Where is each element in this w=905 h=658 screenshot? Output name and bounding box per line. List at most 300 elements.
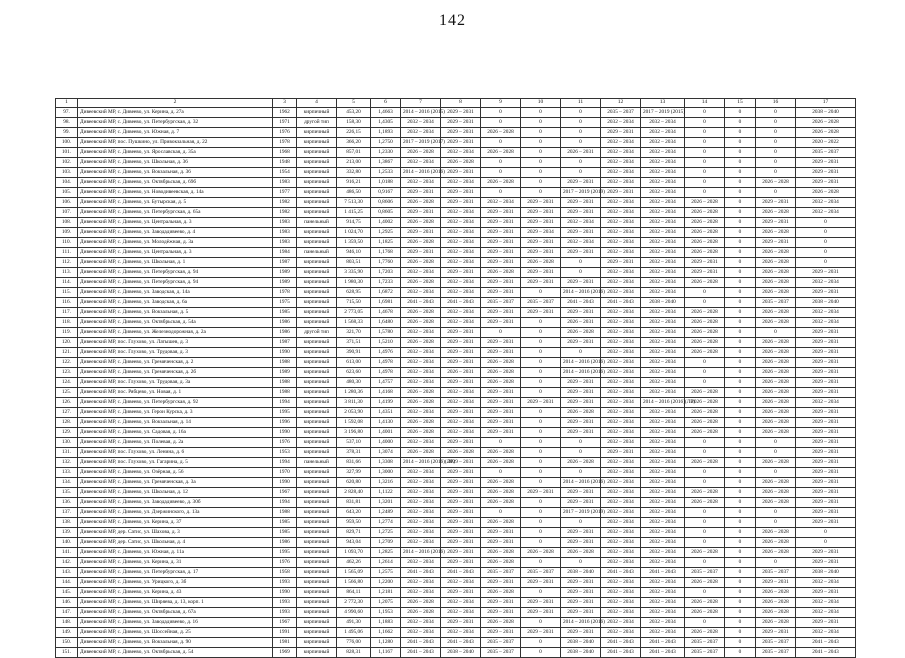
table-cell: 2029 – 2031 xyxy=(441,198,481,208)
table-cell: 2026 – 2031 xyxy=(441,368,481,378)
table-cell: 366,20 xyxy=(337,138,371,148)
table-cell: 0 xyxy=(725,148,756,158)
table-cell: 2041 – 2043 xyxy=(641,648,685,658)
table-cell: 327,99 xyxy=(337,468,371,478)
table-cell: 2026 – 2028 xyxy=(481,178,521,188)
address-cell: Дивеевский МР, с. Дивеево, ул. Керина, д. 31 xyxy=(78,558,273,568)
table-cell: 1967 xyxy=(273,488,297,498)
address-cell: Дивеевский МР, с. Дивеево, ул. Гремяченская, д. 2б xyxy=(78,368,273,378)
table-cell: 2020 – 2022 xyxy=(796,138,856,148)
table-cell: 1989 xyxy=(273,268,297,278)
table-cell: 0 xyxy=(756,148,796,158)
table-cell: 2029 – 2031 xyxy=(601,448,641,458)
table-cell: 0 xyxy=(725,608,756,618)
column-number-cell: 5 xyxy=(337,99,371,108)
table-cell: 1983 xyxy=(273,238,297,248)
column-number-cell: 14 xyxy=(685,99,725,108)
table-cell: 2029 – 2031 xyxy=(756,628,796,638)
table-cell: 2032 – 2034 xyxy=(601,628,641,638)
table-cell: кирпичный xyxy=(297,128,337,138)
table-cell: 2029 – 2031 xyxy=(756,578,796,588)
table-cell: 2032 – 2034 xyxy=(561,238,601,248)
table-cell: кирпичный xyxy=(297,598,337,608)
table-cell: 2032 – 2034 xyxy=(601,308,641,318)
table-cell: 1982 xyxy=(273,208,297,218)
table-cell: 0 xyxy=(521,128,561,138)
table-cell: 2029 – 2031 xyxy=(796,348,856,358)
table-cell: 2029 – 2031 xyxy=(561,178,601,188)
table-cell: 2032 – 2034 xyxy=(641,238,685,248)
table-cell: 2029 – 2031 xyxy=(401,248,441,258)
address-cell: Дивеевский МР, с. Дивеево, ул. Школьная, д. 36 xyxy=(78,158,273,168)
table-cell: 620,80 xyxy=(337,478,371,488)
table-cell: 2032 – 2034 xyxy=(641,128,685,138)
table-cell: 0 xyxy=(685,448,725,458)
table-cell: 0 xyxy=(756,138,796,148)
table-cell: 2026 – 2028 xyxy=(481,488,521,498)
table-cell: 0 xyxy=(685,618,725,628)
table-cell: 0 xyxy=(685,558,725,568)
table-cell: 1987 xyxy=(273,258,297,268)
table-cell: 1,1768 xyxy=(371,248,401,258)
table-cell: 371,51 xyxy=(337,338,371,348)
table-row xyxy=(56,348,856,358)
table-row xyxy=(56,578,856,588)
table-cell: 0 xyxy=(725,178,756,188)
table-cell: 0 xyxy=(725,208,756,218)
table-cell: 1,4002 xyxy=(371,218,401,228)
table-cell: панельный xyxy=(297,218,337,228)
table-cell: 2029 – 2031 xyxy=(441,458,481,468)
table-cell: 1990 xyxy=(273,478,297,488)
table-cell: кирпичный xyxy=(297,438,337,448)
table-cell: 0 xyxy=(725,158,756,168)
table-cell: 0 xyxy=(756,448,796,458)
table-cell: 0 xyxy=(725,198,756,208)
table-cell: 2029 – 2031 xyxy=(796,618,856,628)
table-cell: 0,8606 xyxy=(371,198,401,208)
table-cell: 2032 – 2034 xyxy=(601,318,641,328)
table-cell: 2029 – 2031 xyxy=(481,598,521,608)
table-cell: 2029 – 2031 xyxy=(796,488,856,498)
table-cell: 2029 – 2031 xyxy=(401,188,441,198)
address-cell: Дивеевский МР, с. Дивеево, ул. Молодёжная, д. 3а xyxy=(78,238,273,248)
table-cell: 2032 – 2034 xyxy=(401,628,441,638)
table-cell: 2026 – 2028 xyxy=(685,458,725,468)
row-number-cell: 141. xyxy=(56,548,78,558)
table-cell: 2029 – 2031 xyxy=(601,128,641,138)
table-row xyxy=(56,178,856,188)
table-cell: 1 280,36 xyxy=(337,388,371,398)
table-cell: 1,7233 xyxy=(371,278,401,288)
table-cell: 2029 – 2031 xyxy=(796,408,856,418)
table-cell: 0 xyxy=(725,388,756,398)
table-cell: 0 xyxy=(521,478,561,488)
table-cell: 1975 xyxy=(273,298,297,308)
table-cell: 2032 – 2034 xyxy=(641,558,685,568)
table-cell: 2032 – 2034 xyxy=(401,438,441,448)
table-cell: 2026 – 2028 xyxy=(481,148,521,158)
table-cell: 2026 – 2028 xyxy=(756,608,796,618)
table-cell: 2029 – 2031 xyxy=(601,258,641,268)
table-cell: 2029 – 2031 xyxy=(441,548,481,558)
table-cell: 2032 – 2034 xyxy=(441,598,481,608)
table-cell: 0 xyxy=(521,138,561,148)
address-cell: Дивеевский МР, с. Дивеево, ул. Вокзальная, д. 36 xyxy=(78,168,273,178)
table-row xyxy=(56,108,856,118)
table-cell: 0 xyxy=(521,168,561,178)
table-cell: 1995 xyxy=(273,548,297,558)
table-cell: 857,01 xyxy=(337,148,371,158)
table-cell: 0 xyxy=(685,188,725,198)
row-number-cell: 106. xyxy=(56,198,78,208)
table-cell: 1948 xyxy=(273,158,297,168)
column-number-cell: 13 xyxy=(641,99,685,108)
table-cell: 2032 – 2034 xyxy=(641,458,685,468)
row-number-cell: 114. xyxy=(56,278,78,288)
table-cell: кирпичный xyxy=(297,158,337,168)
table-cell: 2029 – 2031 xyxy=(561,628,601,638)
table-cell: 1985 xyxy=(273,518,297,528)
table-cell: 1971 xyxy=(273,118,297,128)
table-cell: 2032 – 2034 xyxy=(401,518,441,528)
table-cell: 0 xyxy=(685,108,725,118)
table-cell: 2029 – 2031 xyxy=(521,248,561,258)
table-cell: 2026 – 2028 xyxy=(401,278,441,288)
table-cell: 2029 – 2031 xyxy=(685,268,725,278)
table-cell: 2032 – 2034 xyxy=(641,148,685,158)
row-number-cell: 111. xyxy=(56,248,78,258)
table-cell: 2026 – 2028 xyxy=(756,248,796,258)
table-cell: 2026 – 2028 xyxy=(441,158,481,168)
table-cell: 1,5780 xyxy=(371,328,401,338)
table-cell: 715,50 xyxy=(337,298,371,308)
row-number-cell: 99. xyxy=(56,128,78,138)
table-cell: 2026 – 2028 xyxy=(756,178,796,188)
table-cell: кирпичный xyxy=(297,568,337,578)
table-cell: 0 xyxy=(481,168,521,178)
table-cell: 0 xyxy=(725,438,756,448)
address-cell: Дивеевский МР, с. Дивеево, ул. Октябрьская, д. 69б xyxy=(78,178,273,188)
table-cell: кирпичный xyxy=(297,378,337,388)
table-cell: 0 xyxy=(725,548,756,558)
table-cell: 1967 xyxy=(273,618,297,628)
table-cell: 2026 – 2028 xyxy=(756,258,796,268)
table-cell: 2026 – 2028 xyxy=(685,228,725,238)
table-cell: 0 xyxy=(521,368,561,378)
table-cell: 2014 – 2016 (2016) xyxy=(401,168,441,178)
address-cell: Дивеевский МР, с. Дивеево, ул. Ярославская, д. 35а xyxy=(78,148,273,158)
table-cell: 1991 xyxy=(273,628,297,638)
table-cell: 0 xyxy=(725,508,756,518)
table-cell: 1 024,70 xyxy=(337,228,371,238)
table-cell: 1993 xyxy=(273,598,297,608)
table-cell: 2029 – 2031 xyxy=(441,528,481,538)
table-cell: 2029 – 2031 xyxy=(796,548,856,558)
table-cell: 2029 – 2031 xyxy=(521,628,561,638)
table-row xyxy=(56,498,856,508)
table-cell: 2026 – 2028 xyxy=(756,348,796,358)
table-cell: 453,20 xyxy=(337,108,371,118)
table-cell: 2014 – 2016 (2015) xyxy=(401,108,441,118)
table-cell: 2026 – 2028 xyxy=(481,588,521,598)
table-cell: 1,3201 xyxy=(371,498,401,508)
table-cell: 0 xyxy=(481,108,521,118)
table-cell: 2035 – 2037 xyxy=(481,638,521,648)
table-cell: 2026 – 2028 xyxy=(441,448,481,458)
table-cell: 2032 – 2034 xyxy=(401,588,441,598)
table-cell: 0 xyxy=(725,358,756,368)
row-number-cell: 97. xyxy=(56,108,78,118)
table-row xyxy=(56,388,856,398)
table-cell: 0 xyxy=(725,318,756,328)
table-cell: 2014 – 2016 (2016) xyxy=(561,618,601,628)
column-number-cell: 8 xyxy=(441,99,481,108)
table-cell: 1996 xyxy=(273,418,297,428)
table-cell: 2026 – 2028 xyxy=(521,258,561,268)
table-cell: 2026 – 2028 xyxy=(685,418,725,428)
table-cell: 0 xyxy=(725,488,756,498)
table-cell: 2032 – 2034 xyxy=(601,398,641,408)
table-cell: 2029 – 2031 xyxy=(481,208,521,218)
table-cell: 2032 – 2034 xyxy=(641,498,685,508)
table-cell: 628,95 xyxy=(337,288,371,298)
table-cell: 2029 – 2031 xyxy=(481,418,521,428)
table-cell: 2017 – 2019 (2019) xyxy=(561,188,601,198)
table-cell: 0 xyxy=(521,588,561,598)
table-cell: 2032 – 2034 xyxy=(601,458,641,468)
table-cell: 2026 – 2028 xyxy=(685,398,725,408)
table-cell: 2026 – 2028 xyxy=(756,458,796,468)
table-cell: 0 xyxy=(521,468,561,478)
table-cell: 2029 – 2031 xyxy=(481,238,521,248)
row-number-cell: 134. xyxy=(56,478,78,488)
table-cell: 0 xyxy=(685,178,725,188)
table-cell: 2026 – 2028 xyxy=(481,358,521,368)
table-cell: 2029 – 2031 xyxy=(401,228,441,238)
row-number-cell: 105. xyxy=(56,188,78,198)
table-row xyxy=(56,538,856,548)
table-cell: 2029 – 2031 xyxy=(441,138,481,148)
table-cell: 1,1662 xyxy=(371,628,401,638)
table-cell: 2032 – 2034 xyxy=(601,428,641,438)
table-cell: 0 xyxy=(725,298,756,308)
row-number-cell: 143. xyxy=(56,568,78,578)
table-cell: 2026 – 2028 xyxy=(561,548,601,558)
table-cell: 2035 – 2037 xyxy=(601,108,641,118)
table-cell: 1994 xyxy=(273,458,297,468)
table-cell: 2026 – 2028 xyxy=(521,548,561,558)
table-cell: 2032 – 2034 xyxy=(441,578,481,588)
table-cell: 1977 xyxy=(273,188,297,198)
table-cell: 2029 – 2031 xyxy=(561,208,601,218)
table-cell: 2014 – 2016 (2016) xyxy=(561,288,601,298)
table-cell: 2026 – 2028 xyxy=(796,128,856,138)
table-cell: 2032 – 2034 xyxy=(401,538,441,548)
table-cell: 2026 – 2028 xyxy=(756,308,796,318)
table-cell: 2026 – 2028 xyxy=(481,518,521,528)
table-cell: 0 xyxy=(725,598,756,608)
row-number-cell: 118. xyxy=(56,318,78,328)
table-cell: 0 xyxy=(725,128,756,138)
table-cell: 1,2750 xyxy=(371,138,401,148)
table-cell: 2029 – 2031 xyxy=(441,268,481,278)
address-cell: Дивеевский МР, с. Дивеево, ул. Гремяченская, д. 3а xyxy=(78,478,273,488)
table-cell: 2029 – 2031 xyxy=(521,398,561,408)
table-cell: 2029 – 2031 xyxy=(756,218,796,228)
table-cell: 2041 – 2043 xyxy=(401,568,441,578)
table-cell: 0 xyxy=(725,418,756,428)
table-cell: 0 xyxy=(521,378,561,388)
table-cell: 2029 – 2031 xyxy=(481,528,521,538)
table-cell: 0 xyxy=(521,448,561,458)
table-row xyxy=(56,328,856,338)
table-cell: 2026 – 2028 xyxy=(481,448,521,458)
table-cell: 2041 – 2043 xyxy=(401,298,441,308)
table-cell: 2032 – 2034 xyxy=(441,418,481,428)
table-cell: 2014 – 2016 (2016)(ЛР) xyxy=(641,398,685,408)
table-cell: 2032 – 2034 xyxy=(441,278,481,288)
table-cell: 2029 – 2031 xyxy=(481,408,521,418)
address-cell: Дивеевский МР, с. Дивеево, ул. Вокзальная, д. 14 xyxy=(78,418,273,428)
address-cell: Дивеевский МР, дер. Сатис, ул. Школьная, д. 4 xyxy=(78,538,273,548)
table-cell: 2029 – 2031 xyxy=(796,268,856,278)
table-cell: 2029 – 2031 xyxy=(441,508,481,518)
column-number-cell: 2 xyxy=(78,99,273,108)
address-cell: Дивеевский МР, с. Дивеево, ул. Южная, д. 11а xyxy=(78,548,273,558)
table-cell: 2035 – 2037 xyxy=(521,298,561,308)
table-cell: 2032 – 2034 xyxy=(401,408,441,418)
table-cell: кирпичный xyxy=(297,508,337,518)
table-cell: 2026 – 2031 xyxy=(561,148,601,158)
table-cell: 916,21 xyxy=(337,178,371,188)
table-cell: 1990 xyxy=(273,428,297,438)
table-cell: 1987 xyxy=(273,338,297,348)
table-cell: 2029 – 2031 xyxy=(441,488,481,498)
table-cell: 2041 – 2043 xyxy=(796,638,856,648)
table-cell: 2029 – 2031 xyxy=(481,288,521,298)
table-cell: 2029 – 2031 xyxy=(441,328,481,338)
table-cell: 803,51 xyxy=(337,258,371,268)
table-cell: 2026 – 2028 xyxy=(756,398,796,408)
table-cell: 2032 – 2034 xyxy=(401,468,441,478)
table-cell: 2032 – 2034 xyxy=(401,558,441,568)
address-cell: Дивеевский МР, с. Дивеево, ул. Южная, д. 7 xyxy=(78,128,273,138)
table-cell: 480,30 xyxy=(337,378,371,388)
table-row xyxy=(56,558,856,568)
table-row xyxy=(56,468,856,478)
table-cell: 0 xyxy=(521,338,561,348)
table-row xyxy=(56,408,856,418)
column-number-cell: 6 xyxy=(371,99,401,108)
table-cell: 2029 – 2031 xyxy=(561,528,601,538)
table-cell: 2032 – 2034 xyxy=(601,488,641,498)
row-number-cell: 147. xyxy=(56,608,78,618)
table-cell: 2029 – 2031 xyxy=(481,628,521,638)
table-cell: 2026 – 2028 xyxy=(756,228,796,238)
table-cell: 0 xyxy=(725,138,756,148)
table-cell: 2032 – 2034 xyxy=(641,418,685,428)
table-cell: 2026 – 2031 xyxy=(561,318,601,328)
address-cell: Дивеевский МР, пос. Глухово, ул. Латышев, д. 3 xyxy=(78,338,273,348)
table-cell: 2032 – 2034 xyxy=(641,158,685,168)
table-cell: 2035 – 2037 xyxy=(796,148,856,158)
table-row xyxy=(56,248,856,258)
table-cell: 2029 – 2031 xyxy=(561,278,601,288)
table-cell: 1,2774 xyxy=(371,518,401,528)
table-cell: 2026 – 2028 xyxy=(561,328,601,338)
table-cell: кирпичный xyxy=(297,138,337,148)
table-cell: 2035 – 2037 xyxy=(685,568,725,578)
table-cell: 4 990,60 xyxy=(337,608,371,618)
table-cell: 1,2181 xyxy=(371,588,401,598)
table-cell: 2026 – 2028 xyxy=(401,598,441,608)
table-cell: 0 xyxy=(756,558,796,568)
table-cell: 613,00 xyxy=(337,358,371,368)
table-cell: 1,0188 xyxy=(371,178,401,188)
table-cell: 1,1167 xyxy=(371,648,401,658)
table-cell: 2026 – 2028 xyxy=(756,408,796,418)
table-cell: 2026 – 2028 xyxy=(756,318,796,328)
table-cell: 7 513,30 xyxy=(337,198,371,208)
table-cell: 2032 – 2034 xyxy=(601,578,641,588)
table-row xyxy=(56,458,856,468)
table-cell: 0 xyxy=(521,408,561,418)
table-cell: 2029 – 2031 xyxy=(481,338,521,348)
table-cell: 829,71 xyxy=(337,528,371,538)
table-cell: 2029 – 2031 xyxy=(441,408,481,418)
table-cell: 0 xyxy=(725,498,756,508)
row-number-cell: 123. xyxy=(56,368,78,378)
table-row xyxy=(56,308,856,318)
row-number-cell: 138. xyxy=(56,518,78,528)
table-cell: кирпичный xyxy=(297,108,337,118)
table-cell: кирпичный xyxy=(297,278,337,288)
row-number-cell: 148. xyxy=(56,618,78,628)
table-cell: кирпичный xyxy=(297,588,337,598)
address-cell: Дивеевский МР, с. Дивеево, ул. Дзержинского, д. 13а xyxy=(78,508,273,518)
column-number-cell: 15 xyxy=(725,99,756,108)
table-cell: кирпичный xyxy=(297,318,337,328)
table-cell: 1988 xyxy=(273,358,297,368)
table-cell: 2026 – 2028 xyxy=(401,238,441,248)
table-cell: 0 xyxy=(725,348,756,358)
address-cell: Дивеевский МР, с. Дивеево, ул. Новодивеевская, д. 14а xyxy=(78,188,273,198)
table-cell: 0 xyxy=(756,128,796,138)
table-cell: 2041 – 2043 xyxy=(641,568,685,578)
table-cell: 2029 – 2031 xyxy=(796,158,856,168)
table-cell: 2029 – 2031 xyxy=(521,308,561,318)
table-cell: кирпичный xyxy=(297,298,337,308)
table-cell: 0 xyxy=(796,238,856,248)
address-cell: Дивеевский МР, пос. Глухово, ул. Трудовая, д. 3а xyxy=(78,378,273,388)
table-row xyxy=(56,568,856,578)
table-cell: 2032 – 2034 xyxy=(641,528,685,538)
table-row xyxy=(56,158,856,168)
table-row xyxy=(56,118,856,128)
table-cell: 2026 – 2028 xyxy=(685,408,725,418)
table-cell: 2029 – 2031 xyxy=(796,508,856,518)
table-cell: 2026 – 2028 xyxy=(685,278,725,288)
table-cell: 2032 – 2034 xyxy=(601,148,641,158)
table-cell: 2032 – 2034 xyxy=(601,388,641,398)
table-cell: кирпичный xyxy=(297,618,337,628)
table-row xyxy=(56,318,856,328)
table-cell: 2029 – 2031 xyxy=(796,178,856,188)
table-cell: 2029 – 2031 xyxy=(441,358,481,368)
table-cell: 2026 – 2028 xyxy=(756,378,796,388)
table-cell: кирпичный xyxy=(297,528,337,538)
